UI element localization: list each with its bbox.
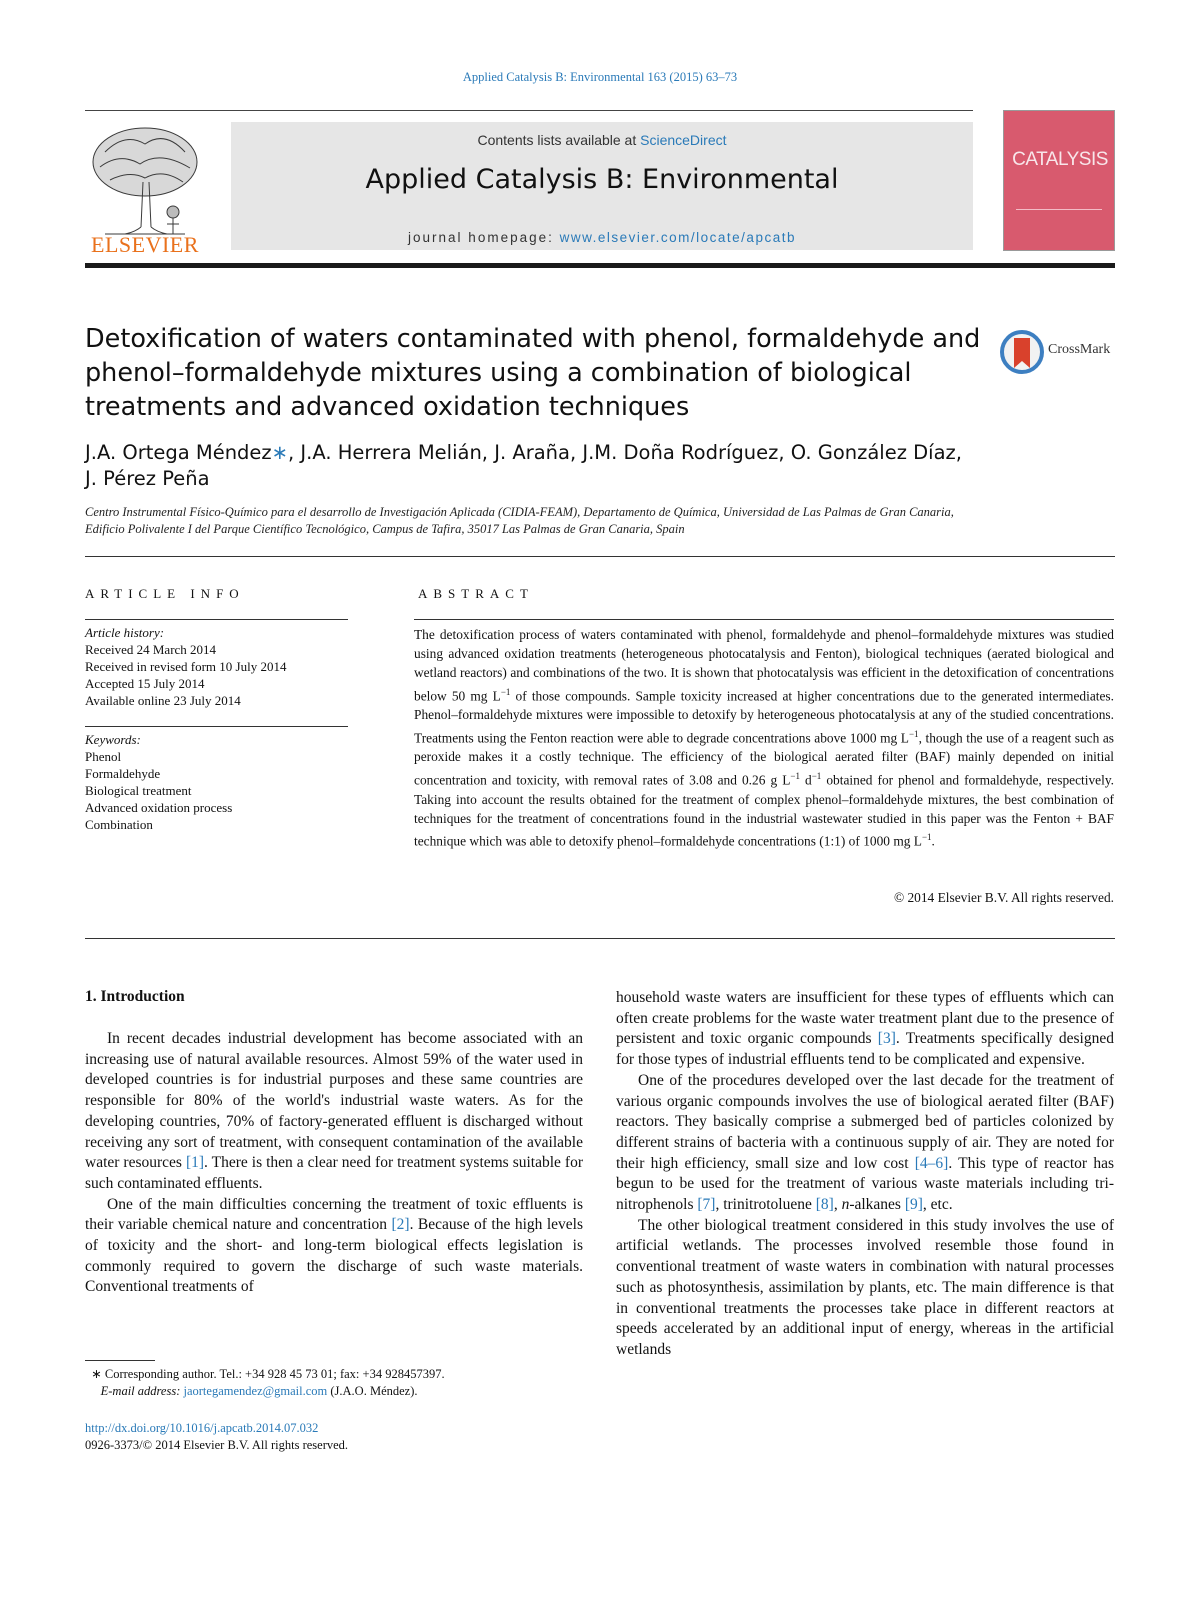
homepage-prefix: journal homepage: bbox=[408, 230, 560, 245]
abstract-rule bbox=[414, 619, 1114, 620]
article-info-rule bbox=[85, 619, 348, 620]
keyword-item: Phenol bbox=[85, 749, 122, 764]
journal-banner bbox=[231, 122, 973, 250]
citation-link[interactable]: [8] bbox=[815, 1196, 834, 1214]
history-accepted: Accepted 15 July 2014 bbox=[85, 676, 205, 691]
author-list bbox=[85, 440, 985, 492]
author-list-rest: , J.A. Herrera Melián, J. Araña, J.M. Doña Rodríguez, O. González Díaz, bbox=[288, 441, 962, 464]
keywords-rule bbox=[85, 726, 348, 727]
keyword-item: Formaldehyde bbox=[85, 766, 161, 781]
sciencedirect-link[interactable]: ScienceDirect bbox=[640, 132, 727, 148]
journal-title: Applied Catalysis B: Environmental bbox=[365, 164, 839, 195]
crossmark-label: CrossMark bbox=[1048, 342, 1111, 357]
citation-link[interactable]: [4–6] bbox=[914, 1154, 949, 1172]
doi-block bbox=[85, 1420, 583, 1454]
header-bottom-bar bbox=[85, 263, 1115, 268]
homepage-link[interactable]: www.elsevier.com/locate/apcatb bbox=[559, 230, 796, 245]
header-top-rule bbox=[85, 110, 973, 111]
footnote-rule bbox=[85, 1360, 155, 1361]
crossmark-badge[interactable] bbox=[1000, 328, 1120, 376]
email-link[interactable]: jaortegamendez@gmail.com bbox=[183, 1384, 328, 1398]
citation-link[interactable]: [2] bbox=[391, 1216, 410, 1234]
section-divider bbox=[85, 938, 1115, 939]
section-heading-introduction: 1. Introduction bbox=[85, 988, 185, 1005]
contents-prefix: Contents lists available at bbox=[477, 132, 641, 148]
doi-link[interactable]: http://dx.doi.org/10.1016/j.apcatb.2014.07.032 bbox=[85, 1421, 319, 1435]
history-revised: Received in revised form 10 July 2014 bbox=[85, 659, 287, 674]
paragraph: household waste waters are insufficient for these types of effluents which can often create problems for the waste water treatment plant due to the presence of persistent and toxic organic compounds [3]. Treatments specifically designed for those types of industrial effluents tend to be complicated and expensive. bbox=[616, 989, 1114, 1069]
issn-line: 0926-3373/© 2014 Elsevier B.V. All rights reserved. bbox=[85, 1438, 349, 1452]
contents-line bbox=[231, 132, 973, 148]
cover-decoration bbox=[1016, 209, 1102, 239]
journal-header bbox=[85, 110, 1115, 267]
elsevier-logo-text: ELSEVIER bbox=[91, 232, 199, 257]
keywords-label: Keywords: bbox=[85, 732, 141, 747]
citation-link[interactable]: [3] bbox=[877, 1030, 896, 1048]
corresponding-author-marker[interactable]: ∗ bbox=[271, 441, 289, 464]
crossmark-icon bbox=[1000, 328, 1044, 376]
history-online: Available online 23 July 2014 bbox=[85, 693, 241, 708]
article-info-heading: ARTICLE INFO bbox=[85, 586, 245, 601]
cover-title: CATALYSIS bbox=[1012, 149, 1108, 170]
keywords bbox=[85, 731, 348, 833]
history-received: Received 24 March 2014 bbox=[85, 642, 217, 657]
body-column-right bbox=[616, 988, 1114, 1361]
article-title: Detoxification of waters contaminated with phenol, formaldehyde and phenol–formaldehyde mixtures using a combination of biological treatments and advanced oxidation techniques bbox=[85, 324, 981, 422]
paragraph: In recent decades industrial development has become associated with an increasing use of natural available resources. Almost 59% of the water used in developed countries is for industrial purposes and these same countries are responsible for 80% of the world's industrial waste waters. As for the developing countries, 70% of factory-generated effluent is discharged without receiving any sort of treatment, with consequent contamination of the available water resources [1]. There is then a clear need for treatment systems suitable for such contaminated effluents. bbox=[85, 1030, 583, 1192]
abstract-copyright: © 2014 Elsevier B.V. All rights reserved. bbox=[893, 890, 1114, 905]
citation-link[interactable]: [7] bbox=[697, 1196, 716, 1214]
paragraph: The other biological treatment considered in this study involves the use of artificial wetlands. The processes involved resemble those found in conventional treatment of waste waters in combination with natural processes such as photosynthesis, assimilation by plants, etc. The main difference is that in conventional treatments the processes take place in different reactors at speeds accelerated by an additional input of energy, whereas in the artificial wetlands bbox=[616, 1216, 1114, 1358]
author-list-line2: J. Pérez Peña bbox=[85, 467, 210, 490]
author-corresponding[interactable]: J.A. Ortega Méndez bbox=[85, 441, 272, 464]
corresponding-author-footnote: ∗ Corresponding author. Tel.: +34 928 45 73 01; fax: +34 928457397. E-mail address: jaortegamendez@gmail.com (J.A.O. Méndez). bbox=[91, 1367, 445, 1398]
paragraph: One of the procedures developed over the last decade for the treatment of various organic compounds involves the use of biological aerated filter (BAF) reactors. They basically comprise a submerged bed of particles colonized by different strains of bacteria with a continuous supply of air. They are noted for their high efficiency, small size and low cost [4–6]. This type of reactor has begun to be used for the treatment of various waste materials including tri-nitrophenols [7], trinitrotoluene [8], n-alkanes [9], etc. bbox=[616, 1071, 1115, 1214]
citation-link[interactable]: [1] bbox=[185, 1154, 205, 1172]
keyword-item: Advanced oxidation process bbox=[85, 800, 233, 815]
abstract-text: The detoxification process of waters contaminated with phenol, formaldehyde and phenol–formaldehyde mixtures was studied using advanced oxidation treatments (heterogeneous photocatalysis and Fenton), biological techniques (aerated biological and wetland reactors) and combinations of the two. It is shown that photocatalysis was efficient in the detoxification of concentrations below 50 mg $L^{-1}$ of those compounds. Sample toxicity increased at higher concentrations due to the generated intermediates. Phenol–formaldehyde mixtures were impossible to detoxify by heterogeneous photocatalysis at any of the studied concentrations. Treatments using the Fenton reaction were able to degrade concentrations above 1000 mg $L^{-1}$, though the use of a reagent such as peroxide makes it a costly technique. The efficiency of the biological aerated filter (BAF) mainly depended on initial concentration and toxicity, with removal rates of 3.08 and 0.26 g $L^{-1}$ $d^{-1}$ obtained for phenol and formaldehyde, respectively. Taking into account the results obtained for the treatment of complex phenol–formaldehyde mixtures, the best combination of techniques for the treatment of concentrations found in the industrial wastewater studied in this paper was the Fenton + BAF technique which was able to detoxify phenol–formaldehyde concentrations (1:1) of 1000 mg $L^{-1}$. bbox=[414, 627, 1115, 849]
body-column-left bbox=[85, 1029, 583, 1298]
paragraph: One of the main difficulties concerning the treatment of toxic effluents is their variable chemical nature and concentration [2]. Because of the high levels of toxicity and the short- and long-term biological effects legislation is commonly required to govern the discharge of such waste materials. Conventional treatments of bbox=[85, 1195, 583, 1296]
keyword-item: Combination bbox=[85, 817, 153, 832]
section-divider bbox=[85, 556, 1115, 557]
journal-reference[interactable]: Applied Catalysis B: Environmental 163 (2015) 63–73 bbox=[462, 70, 738, 84]
abstract-heading: ABSTRACT bbox=[418, 586, 534, 601]
keyword-item: Biological treatment bbox=[85, 783, 192, 798]
homepage-line bbox=[231, 230, 973, 245]
history-label: Article history: bbox=[85, 625, 165, 640]
journal-cover-thumbnail[interactable] bbox=[1003, 110, 1115, 251]
affiliation: Centro Instrumental Físico-Químico para el desarrollo de Investigación Aplicada (CIDIA-FEAM), Departamento de Química, Universidad de Las Palmas de Gran Canaria, Edificio Polivalente I del Parque Científico Tecnológico, Campus de Tafira, 35017 Las Palmas de Gran Canaria, Spain bbox=[85, 505, 954, 536]
citation-link[interactable]: [9] bbox=[904, 1196, 923, 1214]
article-history bbox=[85, 624, 348, 709]
